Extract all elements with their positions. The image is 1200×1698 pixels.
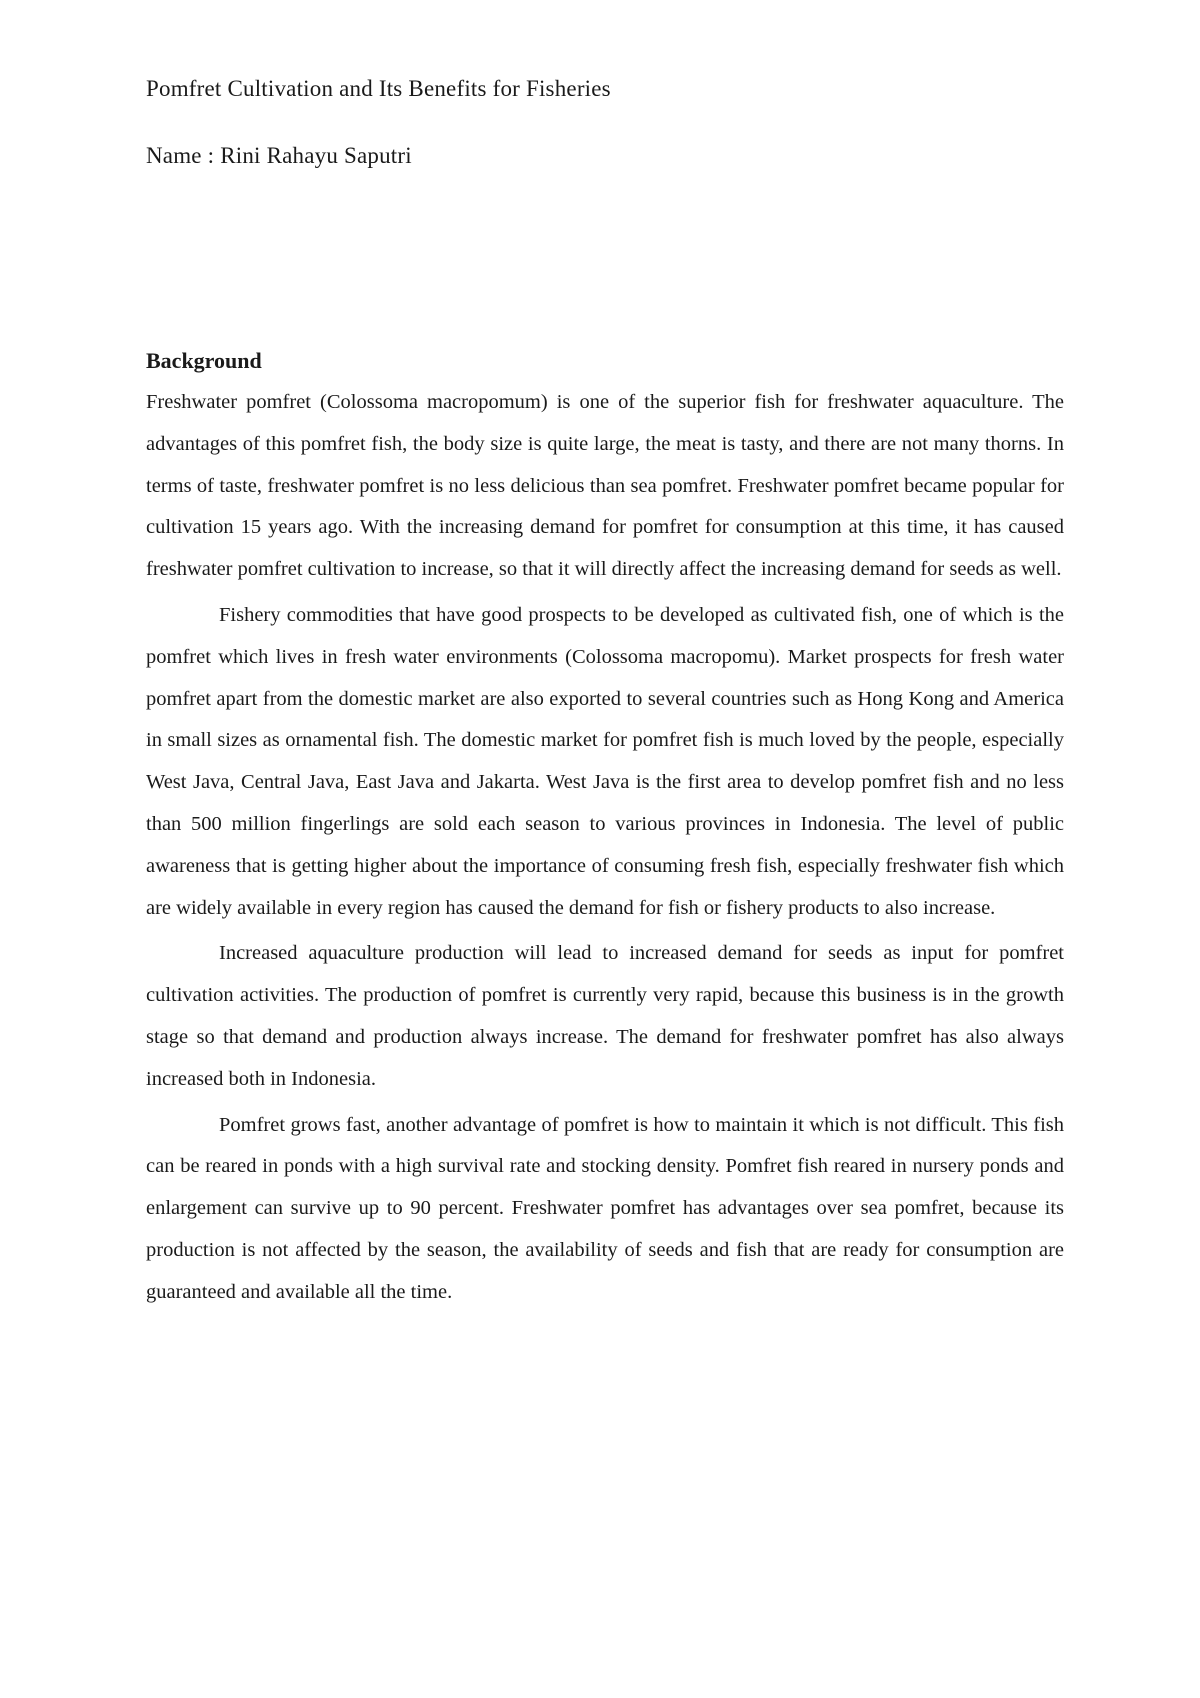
section-heading: Background [146, 348, 262, 373]
background-section [146, 344, 1064, 1314]
author-label: Name : [146, 143, 221, 168]
paragraph-1: Freshwater pomfret (Colossoma macropomum) is one of the superior fish for freshwater aquaculture. The advantages of this pomfret fish, the body size is quite large, the meat is tasty, and there are not many thorns. In terms of taste, freshwater pomfret is no less delicious than sea pomfret. Freshwater pomfret became popular for cultivation 15 years ago. With the increasing demand for pomfret for consumption at this time, it has caused freshwater pomfret cultivation to increase, so that it will directly affect the increasing demand for seeds as well. [146, 391, 1064, 581]
author-name: Rini Rahayu Saputri [220, 143, 412, 168]
document-title: Pomfret Cultivation and Its Benefits for Fisheries [146, 76, 611, 101]
paragraph-4: Pomfret grows fast, another advantage of pomfret is how to maintain it which is not difficult. This fish can be reared in ponds with a high survival rate and stocking density. Pomfret fish reared in nursery ponds and enlargement can survive up to 90 percent. Freshwater pomfret has advantages over sea pomfret, because its production is not affected by the season, the availability of seeds and fish that are ready for consumption are guaranteed and available all the time. [146, 1113, 1064, 1303]
paragraph-2: Fishery commodities that have good prospects to be developed as cultivated fish, one of which is the pomfret which lives in fresh water environments (Colossoma macropomu). Market prospects for fresh water pomfret apart from the domestic market are also exported to several countries such as Hong Kong and America in small sizes as ornamental fish. The domestic market for pomfret fish is much loved by the people, especially West Java, Central Java, East Java and Jakarta. West Java is the first area to develop pomfret fish and no less than 500 million fingerlings are sold each season to various provinces in Indonesia. The level of public awareness that is getting higher about the importance of consuming fresh fish, especially freshwater fish which are widely available in every region has caused the demand for fish or fishery products to also increase. [146, 603, 1064, 919]
author-line [146, 139, 1066, 173]
paragraph-3: Increased aquaculture production will lead to increased demand for seeds as input for pomfret cultivation activities. The production of pomfret is currently very rapid, because this business is in the growth stage so that demand and production always increase. The demand for freshwater pomfret has also always increased both in Indonesia. [146, 942, 1064, 1090]
